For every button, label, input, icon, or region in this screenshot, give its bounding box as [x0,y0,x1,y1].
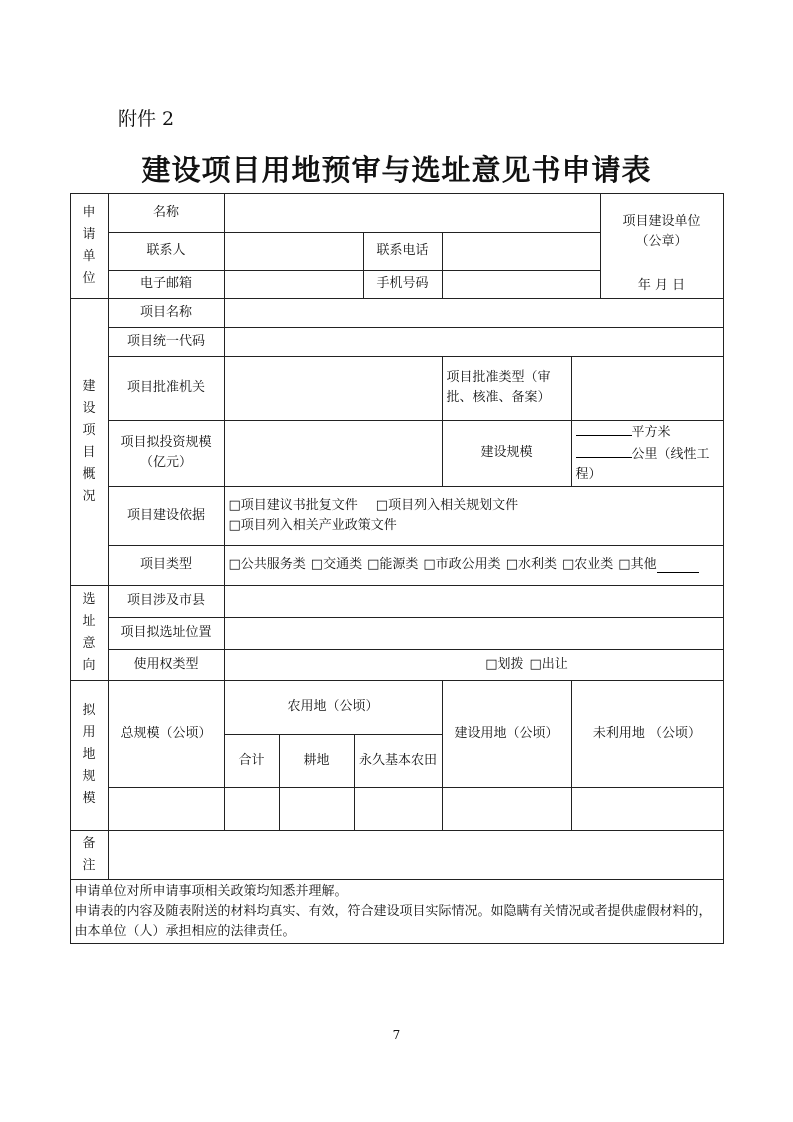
unused-label: 未利用地 （公顷） [571,680,724,788]
total-label: 总规模（公顷） [108,680,225,788]
basis-options[interactable] [224,486,724,546]
counties-field[interactable] [224,585,724,618]
project-code-field[interactable] [224,327,724,357]
type-option-1[interactable]: □公共服务类 [228,557,306,572]
seal-area [600,193,724,299]
rights-options[interactable] [224,649,724,681]
type-option-2[interactable]: □交通类 [310,557,363,572]
construction-label: 建设用地（公顷） [442,680,572,788]
counties-label: 项目涉及市县 [108,585,225,618]
declaration-line-2: 申请表的内容及随表附送的材料均真实、有效，符合建设项目实际情况。如隐瞒有关情况或者提供虚假材料的，由本单位（人）承担相应的法律责任。 [74,903,712,939]
approval-type-field[interactable] [571,356,724,421]
basis-option-1[interactable]: □项目建议书批复文件 [228,497,358,513]
arable-label: 耕地 [279,734,355,788]
project-name-label: 项目名称 [108,298,225,328]
blank-line [576,421,632,436]
type-option-6[interactable]: □农业类 [561,557,614,572]
page-number: 7 [392,1028,401,1042]
arable-field[interactable] [279,787,355,831]
blank-line [576,443,632,458]
seal-label: 项目建设单位 [622,213,701,229]
total-field[interactable] [108,787,225,831]
location-label: 项目拟选址位置 [108,617,225,650]
seal-note: （公章） [635,233,688,249]
mobile-field[interactable] [442,270,601,299]
name-field[interactable] [224,193,601,233]
other-blank [657,558,699,573]
type-label: 项目类型 [108,545,225,586]
seal-date: 年 月 日 [637,277,686,293]
phone-label: 联系电话 [363,232,443,271]
section-overview [70,298,109,586]
contact-field[interactable] [224,232,364,271]
basis-option-3[interactable]: □项目列入相关产业政策文件 [228,517,397,533]
section-remarks [70,830,109,880]
project-code-label: 项目统一代码 [108,327,225,357]
name-label: 名称 [108,193,225,233]
section-overview-text: 建设项目概况 [82,378,96,504]
agri-label: 农用地（公顷） [224,680,443,735]
basic-farmland-field[interactable] [354,787,443,831]
section-site-text: 选址意向 [82,591,96,673]
rights-option-2[interactable]: □出让 [529,656,568,672]
project-name-field[interactable] [224,298,724,328]
unit-sqm: 平方米 [631,425,671,440]
declaration-line-1: 申请单位对所申请事项相关政策均知悉并理解。 [74,883,348,899]
agri-total-field[interactable] [224,787,280,831]
rights-label: 使用权类型 [108,649,225,681]
construction-field[interactable] [442,787,572,831]
location-field[interactable] [224,617,724,650]
basis-label: 项目建设依据 [108,486,225,546]
approval-authority-label: 项目批准机关 [108,356,225,421]
scale-label: 建设规模 [442,420,572,487]
email-field[interactable] [224,270,364,299]
unused-field[interactable] [571,787,724,831]
basis-option-2[interactable]: □项目列入相关规划文件 [375,497,519,513]
phone-field[interactable] [442,232,601,271]
type-option-4[interactable]: □市政公用类 [423,557,501,572]
declaration [70,879,724,944]
section-applicant-text: 申请单位 [82,204,96,286]
type-options[interactable] [224,545,724,586]
section-site [70,585,109,681]
unit-km: 公里（线性工程） [575,447,710,482]
mobile-label: 手机号码 [363,270,443,299]
remarks-field[interactable] [108,830,724,880]
section-land-text: 拟用地规模 [82,703,96,806]
agri-total-label: 合计 [224,734,280,788]
contact-label: 联系人 [108,232,225,271]
section-applicant [70,193,109,299]
scale-field[interactable] [571,420,724,487]
email-label: 电子邮箱 [108,270,225,299]
investment-field[interactable] [224,420,443,487]
basic-farmland-label: 永久基本农田 [354,734,443,788]
form-title: 建设项目用地预审与选址意见书申请表 [141,153,652,187]
type-option-3[interactable]: □能源类 [367,557,419,572]
investment-label: 项目拟投资规模（亿元） [108,420,225,487]
rights-option-1[interactable]: □划拨 [485,656,524,672]
type-option-5[interactable]: □水利类 [505,557,557,572]
section-remarks-text: 备注 [82,835,96,873]
approval-type-label: 项目批准类型（审批、核准、备案） [442,356,572,421]
type-option-7[interactable]: □其他 [618,557,657,572]
section-land [70,680,109,831]
attachment-label: 附件 2 [118,108,175,130]
approval-authority-field[interactable] [224,356,443,421]
